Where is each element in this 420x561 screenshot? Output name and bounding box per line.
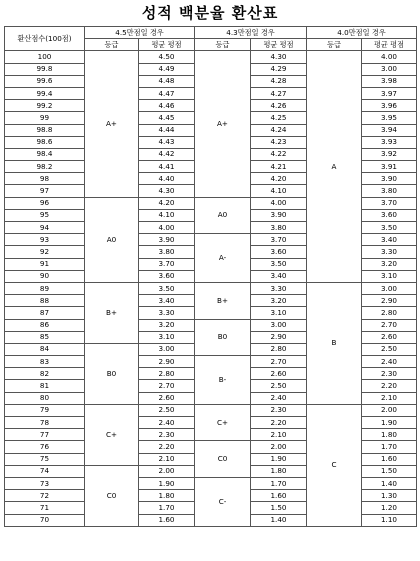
score-cell: 74	[5, 465, 85, 477]
avg-cell-40: 2.10	[362, 392, 417, 404]
score-cell: 88	[5, 295, 85, 307]
avg-cell-45: 4.43	[139, 136, 195, 148]
grade-cell-43: B0	[195, 319, 251, 356]
grade-cell-43: B-	[195, 356, 251, 405]
avg-cell-43: 2.60	[251, 368, 307, 380]
score-cell: 91	[5, 258, 85, 270]
header-avg-40: 평균 평점	[362, 39, 417, 51]
grade-cell-40: C	[307, 404, 362, 526]
grade-cell-43: A0	[195, 197, 251, 234]
score-cell: 77	[5, 429, 85, 441]
avg-cell-43: 3.80	[251, 222, 307, 234]
avg-cell-45: 4.42	[139, 148, 195, 160]
avg-cell-45: 2.80	[139, 368, 195, 380]
score-cell: 76	[5, 441, 85, 453]
avg-cell-43: 1.60	[251, 490, 307, 502]
avg-cell-43: 3.40	[251, 270, 307, 282]
avg-cell-40: 1.70	[362, 441, 417, 453]
avg-cell-43: 1.70	[251, 477, 307, 489]
avg-cell-45: 4.41	[139, 161, 195, 173]
grade-cell-45: A0	[85, 197, 139, 282]
conversion-table	[4, 26, 417, 527]
grade-cell-45: B+	[85, 282, 139, 343]
avg-cell-40: 3.90	[362, 173, 417, 185]
avg-cell-45: 2.70	[139, 380, 195, 392]
avg-cell-40: 2.30	[362, 368, 417, 380]
avg-cell-40: 1.20	[362, 502, 417, 514]
avg-cell-45: 3.20	[139, 319, 195, 331]
avg-cell-40: 1.90	[362, 417, 417, 429]
grade-cell-43: A-	[195, 234, 251, 283]
avg-cell-40: 2.20	[362, 380, 417, 392]
page-title: 성적 백분율 환산표	[141, 4, 279, 22]
score-cell: 82	[5, 368, 85, 380]
avg-cell-40: 2.50	[362, 343, 417, 355]
score-cell: 90	[5, 270, 85, 282]
avg-cell-45: 1.70	[139, 502, 195, 514]
avg-cell-45: 1.60	[139, 514, 195, 526]
avg-cell-43: 3.10	[251, 307, 307, 319]
avg-cell-43: 2.00	[251, 441, 307, 453]
score-cell: 98.4	[5, 148, 85, 160]
avg-cell-45: 4.48	[139, 75, 195, 87]
score-cell: 98.6	[5, 136, 85, 148]
avg-cell-45: 3.00	[139, 343, 195, 355]
header-avg-43: 평균 평점	[251, 39, 307, 51]
score-cell: 84	[5, 343, 85, 355]
avg-cell-43: 4.28	[251, 75, 307, 87]
score-cell: 95	[5, 209, 85, 221]
avg-cell-43: 3.20	[251, 295, 307, 307]
score-cell: 79	[5, 404, 85, 416]
avg-cell-40: 3.10	[362, 270, 417, 282]
avg-cell-43: 4.26	[251, 100, 307, 112]
avg-cell-43: 3.30	[251, 282, 307, 294]
table-row	[5, 51, 417, 63]
avg-cell-43: 4.21	[251, 161, 307, 173]
avg-cell-45: 3.40	[139, 295, 195, 307]
score-cell: 94	[5, 222, 85, 234]
avg-cell-45: 2.00	[139, 465, 195, 477]
avg-cell-43: 1.40	[251, 514, 307, 526]
avg-cell-45: 3.10	[139, 331, 195, 343]
avg-cell-43: 1.50	[251, 502, 307, 514]
avg-cell-45: 4.45	[139, 112, 195, 124]
avg-cell-45: 4.47	[139, 87, 195, 99]
header-grade-40: 등급	[307, 39, 362, 51]
avg-cell-40: 3.00	[362, 282, 417, 294]
avg-cell-45: 3.50	[139, 282, 195, 294]
header-group-45: 4.5만점일 경우	[85, 27, 195, 39]
avg-cell-45: 4.50	[139, 51, 195, 63]
avg-cell-45: 2.90	[139, 356, 195, 368]
avg-cell-40: 3.30	[362, 246, 417, 258]
score-cell: 99.8	[5, 63, 85, 75]
avg-cell-40: 3.40	[362, 234, 417, 246]
avg-cell-43: 3.70	[251, 234, 307, 246]
avg-cell-40: 3.00	[362, 63, 417, 75]
avg-cell-43: 4.22	[251, 148, 307, 160]
avg-cell-45: 1.90	[139, 477, 195, 489]
grade-cell-43: C-	[195, 477, 251, 526]
score-cell: 96	[5, 197, 85, 209]
avg-cell-45: 3.90	[139, 234, 195, 246]
avg-cell-45: 4.46	[139, 100, 195, 112]
avg-cell-40: 2.80	[362, 307, 417, 319]
avg-cell-43: 4.25	[251, 112, 307, 124]
score-cell: 99.4	[5, 87, 85, 99]
table-row	[5, 282, 417, 294]
avg-cell-45: 3.30	[139, 307, 195, 319]
avg-cell-45: 2.20	[139, 441, 195, 453]
avg-cell-45: 2.60	[139, 392, 195, 404]
score-cell: 100	[5, 51, 85, 63]
avg-cell-40: 2.90	[362, 295, 417, 307]
header-score: 환산점수(100점)	[5, 27, 85, 51]
score-cell: 98	[5, 173, 85, 185]
score-cell: 97	[5, 185, 85, 197]
score-cell: 98.2	[5, 161, 85, 173]
grade-cell-43: A+	[195, 51, 251, 197]
grade-cell-45: A+	[85, 51, 139, 197]
avg-cell-40: 1.80	[362, 429, 417, 441]
avg-cell-45: 4.44	[139, 124, 195, 136]
avg-cell-45: 3.70	[139, 258, 195, 270]
score-cell: 99.6	[5, 75, 85, 87]
avg-cell-43: 4.27	[251, 87, 307, 99]
grade-cell-43: B+	[195, 282, 251, 319]
header-grade-43: 등급	[195, 39, 251, 51]
avg-cell-43: 4.10	[251, 185, 307, 197]
avg-cell-40: 3.97	[362, 87, 417, 99]
avg-cell-40: 3.98	[362, 75, 417, 87]
header-group-40: 4.0만점일 경우	[307, 27, 417, 39]
avg-cell-40: 3.96	[362, 100, 417, 112]
avg-cell-40: 3.70	[362, 197, 417, 209]
avg-cell-40: 1.60	[362, 453, 417, 465]
avg-cell-43: 4.29	[251, 63, 307, 75]
score-cell: 85	[5, 331, 85, 343]
grade-cell-43: C0	[195, 441, 251, 478]
avg-cell-45: 4.40	[139, 173, 195, 185]
table-header	[5, 27, 417, 51]
avg-cell-43: 4.00	[251, 197, 307, 209]
table-body	[5, 51, 417, 526]
avg-cell-45: 4.00	[139, 222, 195, 234]
avg-cell-45: 4.20	[139, 197, 195, 209]
avg-cell-40: 1.50	[362, 465, 417, 477]
avg-cell-43: 3.50	[251, 258, 307, 270]
table-row	[5, 404, 417, 416]
avg-cell-40: 1.10	[362, 514, 417, 526]
avg-cell-43: 3.00	[251, 319, 307, 331]
avg-cell-40: 3.95	[362, 112, 417, 124]
score-cell: 78	[5, 417, 85, 429]
avg-cell-43: 3.60	[251, 246, 307, 258]
avg-cell-43: 2.50	[251, 380, 307, 392]
avg-cell-43: 2.30	[251, 404, 307, 416]
avg-cell-40: 2.40	[362, 356, 417, 368]
header-avg-45: 평균 평점	[139, 39, 195, 51]
score-cell: 99.2	[5, 100, 85, 112]
avg-cell-43: 2.10	[251, 429, 307, 441]
score-cell: 99	[5, 112, 85, 124]
score-cell: 89	[5, 282, 85, 294]
score-cell: 93	[5, 234, 85, 246]
avg-cell-40: 2.60	[362, 331, 417, 343]
score-cell: 98.8	[5, 124, 85, 136]
avg-cell-43: 4.30	[251, 51, 307, 63]
avg-cell-40: 4.00	[362, 51, 417, 63]
score-cell: 75	[5, 453, 85, 465]
score-cell: 80	[5, 392, 85, 404]
avg-cell-43: 1.90	[251, 453, 307, 465]
avg-cell-43: 2.70	[251, 356, 307, 368]
avg-cell-45: 4.10	[139, 209, 195, 221]
header-grade-45: 등급	[85, 39, 139, 51]
avg-cell-45: 3.80	[139, 246, 195, 258]
grade-cell-40: B	[307, 282, 362, 404]
score-cell: 86	[5, 319, 85, 331]
avg-cell-40: 3.80	[362, 185, 417, 197]
avg-cell-43: 2.40	[251, 392, 307, 404]
avg-cell-43: 4.20	[251, 173, 307, 185]
avg-cell-40: 3.50	[362, 222, 417, 234]
avg-cell-40: 1.30	[362, 490, 417, 502]
avg-cell-40: 3.20	[362, 258, 417, 270]
grade-cell-45: C0	[85, 465, 139, 526]
avg-cell-40: 3.91	[362, 161, 417, 173]
score-cell: 87	[5, 307, 85, 319]
grade-cell-43: C+	[195, 404, 251, 441]
avg-cell-45: 4.49	[139, 63, 195, 75]
score-cell: 70	[5, 514, 85, 526]
score-cell: 83	[5, 356, 85, 368]
score-cell: 92	[5, 246, 85, 258]
avg-cell-40: 3.60	[362, 209, 417, 221]
grade-cell-45: C+	[85, 404, 139, 465]
avg-cell-43: 4.23	[251, 136, 307, 148]
avg-cell-43: 2.90	[251, 331, 307, 343]
avg-cell-45: 2.30	[139, 429, 195, 441]
header-group-43: 4.3만점일 경우	[195, 27, 307, 39]
avg-cell-45: 4.30	[139, 185, 195, 197]
score-cell: 81	[5, 380, 85, 392]
avg-cell-43: 1.80	[251, 465, 307, 477]
avg-cell-40: 1.40	[362, 477, 417, 489]
avg-cell-40: 2.00	[362, 404, 417, 416]
avg-cell-40: 2.70	[362, 319, 417, 331]
avg-cell-45: 2.10	[139, 453, 195, 465]
score-cell: 73	[5, 477, 85, 489]
avg-cell-43: 2.20	[251, 417, 307, 429]
avg-cell-40: 3.93	[362, 136, 417, 148]
avg-cell-43: 4.24	[251, 124, 307, 136]
grade-cell-40: A	[307, 51, 362, 283]
avg-cell-45: 2.40	[139, 417, 195, 429]
grade-cell-45: B0	[85, 343, 139, 404]
avg-cell-40: 3.94	[362, 124, 417, 136]
avg-cell-43: 2.80	[251, 343, 307, 355]
avg-cell-40: 3.92	[362, 148, 417, 160]
score-cell: 71	[5, 502, 85, 514]
avg-cell-45: 3.60	[139, 270, 195, 282]
avg-cell-45: 2.50	[139, 404, 195, 416]
avg-cell-45: 1.80	[139, 490, 195, 502]
score-cell: 72	[5, 490, 85, 502]
avg-cell-43: 3.90	[251, 209, 307, 221]
